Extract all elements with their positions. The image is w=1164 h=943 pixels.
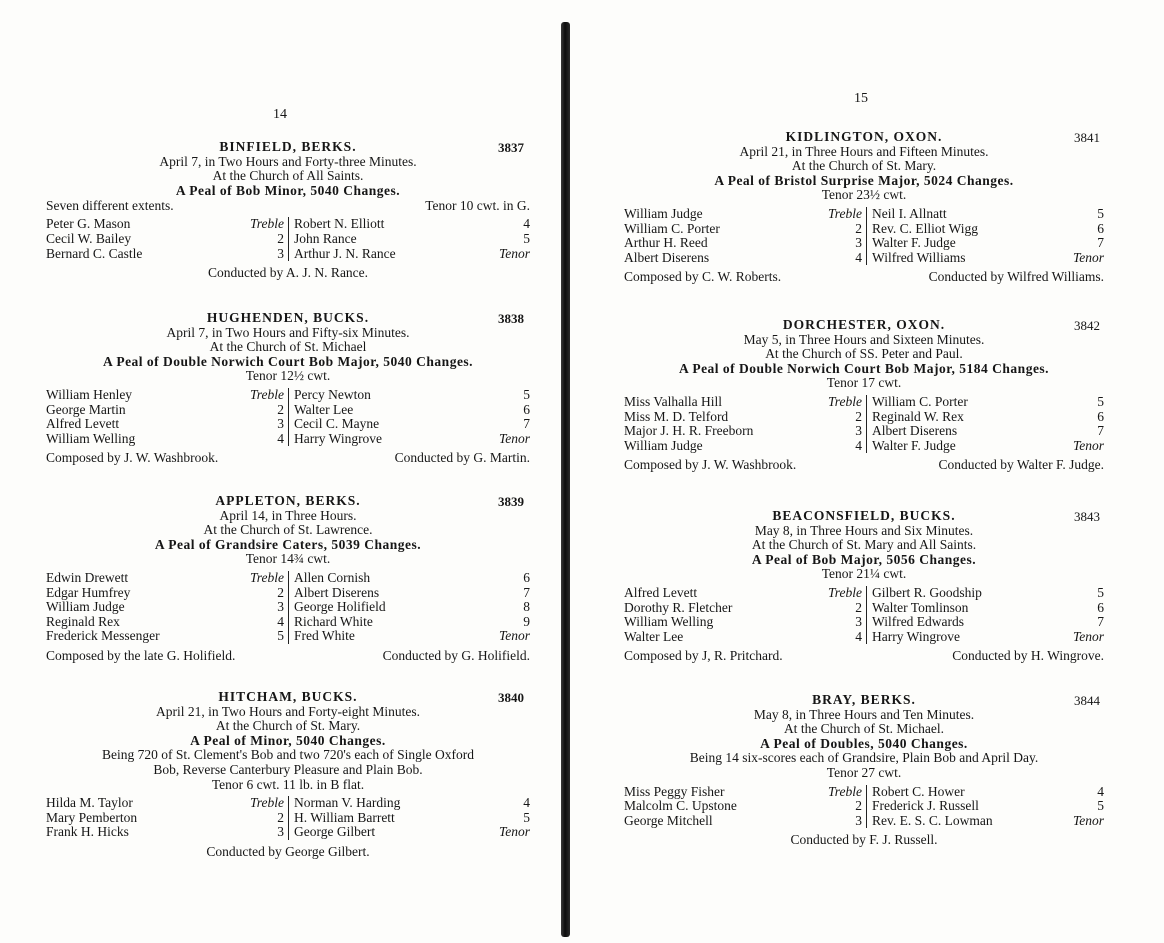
peal-footer: [46, 265, 530, 280]
bell-position: 5: [1097, 393, 1104, 409]
peal-date: April 21, in Three Hours and Fifteen Minutes.: [739, 143, 989, 159]
ringer-row: [294, 600, 530, 615]
bell-position: 7: [1097, 614, 1104, 630]
ringer-row: [624, 586, 862, 601]
bell-position: 3: [277, 599, 284, 615]
ringer-name: Albert Diserens: [294, 585, 380, 600]
bell-position: 4: [523, 795, 530, 811]
conducted-by: Conducted by H. Wingrove.: [952, 648, 1104, 664]
ringer-name: William Judge: [624, 206, 703, 221]
ringer-row: [624, 207, 862, 222]
bell-position: 2: [277, 230, 284, 246]
peal-date: May 5, in Three Hours and Sixteen Minutes.: [743, 331, 985, 347]
ringer-name: George Gilbert: [294, 825, 376, 840]
ringer-name: Alfred Levett: [46, 417, 120, 432]
peal-extra-1: Being 720 of St. Clement's Bob and two 720's each of Single Oxford: [102, 747, 474, 763]
bell-position: 7: [523, 584, 530, 600]
ringer-name: Malcolm C. Upstone: [624, 799, 737, 814]
ringer-row: [46, 571, 284, 586]
ringer-name: Mary Pemberton: [46, 810, 138, 825]
bell-position: 3: [277, 824, 284, 840]
ringer-row: [46, 247, 284, 262]
ringer-name: William Judge: [46, 600, 125, 615]
bell-position: 6: [1097, 408, 1104, 424]
ringer-row: [624, 236, 862, 251]
ringer-name: John Rance: [294, 231, 357, 246]
ringer-name: Dorothy R. Fletcher: [624, 600, 733, 615]
ringer-name: Hilda M. Taylor: [46, 796, 133, 811]
ringer-row: [624, 601, 862, 616]
ringer-row: [46, 825, 284, 840]
peal-tenor: Tenor 27 cwt.: [826, 764, 902, 780]
peal-title: A Peal of Doubles, 5040 Changes.: [760, 735, 968, 751]
bell-position: Treble: [827, 783, 862, 799]
ringer-row: [46, 629, 284, 644]
ringer-row: [624, 410, 862, 425]
ringer-row: [624, 395, 862, 410]
bell-position: 5: [277, 628, 284, 644]
band: [46, 571, 530, 644]
peal-date: April 7, in Two Hours and Forty-three Minutes.: [159, 153, 417, 169]
ringer-name: Albert Diserens: [872, 424, 958, 439]
ringer-name: Reginald W. Rex: [872, 409, 964, 424]
ringer-row: [46, 615, 284, 630]
ringer-row: [294, 417, 530, 432]
peal-3837: [46, 140, 530, 280]
peal-extra: Seven different extents.: [46, 198, 174, 214]
bell-position: Tenor: [498, 245, 530, 261]
ringer-row: [46, 217, 284, 232]
bell-position: 5: [1097, 584, 1104, 600]
peal-church: At the Church of St. Mary.: [215, 718, 361, 734]
ringer-row: [294, 217, 530, 232]
peal-number: 3843: [1074, 509, 1100, 524]
peal-footer: [624, 269, 1104, 284]
bell-position: 5: [1097, 205, 1104, 221]
ringer-row: [294, 615, 530, 630]
ringer-name: Cecil C. Mayne: [294, 417, 380, 432]
ringer-row: [294, 629, 530, 644]
bell-position: Tenor: [1072, 628, 1104, 644]
bell-position: 4: [277, 430, 284, 446]
ringer-name: Wilfred Edwards: [872, 615, 965, 630]
peal-tenor: Tenor 12½ cwt.: [245, 368, 331, 384]
bell-position: 5: [523, 230, 530, 246]
peal-3839: [46, 494, 530, 663]
peal-number: 3841: [1074, 130, 1100, 145]
ringer-row: [294, 825, 530, 840]
ringer-row: [294, 811, 530, 826]
bell-position: Treble: [827, 205, 862, 221]
ringer-row: [46, 432, 284, 447]
bell-position: 6: [523, 569, 530, 585]
peal-3842: [624, 318, 1104, 472]
ringer-row: [624, 251, 862, 266]
peal-number: 3839: [498, 494, 524, 509]
ringer-name: Arthur J. N. Rance: [294, 246, 396, 261]
tower-name: HUGHENDEN, BUCKS.: [206, 310, 370, 325]
ringer-name: William C. Porter: [624, 221, 720, 236]
bell-position: 3: [855, 812, 862, 828]
bell-position: 4: [277, 613, 284, 629]
ringer-row: [294, 403, 530, 418]
peal-church: At the Church of St. Michael.: [783, 721, 945, 737]
ringer-row: [624, 814, 862, 829]
ringer-row: [872, 439, 1104, 454]
conducted-by: Conducted by Walter F. Judge.: [938, 457, 1104, 473]
bell-position: Tenor: [1072, 812, 1104, 828]
bell-position: 6: [1097, 220, 1104, 236]
bell-position: Treble: [249, 216, 284, 232]
ringer-name: William Judge: [624, 438, 703, 453]
bell-position: 6: [523, 401, 530, 417]
peal-title: A Peal of Bob Major, 5056 Changes.: [751, 551, 977, 567]
peal-church: At the Church of All Saints.: [212, 168, 364, 184]
peal-title: A Peal of Grandsire Caters, 5039 Changes.: [154, 536, 422, 552]
bell-position: 4: [855, 628, 862, 644]
ringer-name: Robert C. Hower: [872, 784, 965, 799]
bell-position: 4: [1097, 783, 1104, 799]
band: [624, 207, 1104, 265]
band: [624, 785, 1104, 829]
ringer-row: [872, 395, 1104, 410]
ringer-name: William Welling: [46, 431, 136, 446]
peal-church: At the Church of St. Michael: [209, 339, 367, 355]
ringer-name: William C. Porter: [872, 394, 968, 409]
peal-number: 3837: [498, 140, 524, 155]
ringer-row: [46, 600, 284, 615]
composed-by: Composed by J. W. Washbrook.: [624, 457, 797, 473]
ringer-row: [46, 388, 284, 403]
peal-title: A Peal of Bristol Surprise Major, 5024 Changes.: [714, 172, 1014, 188]
peal-footer: [46, 450, 530, 465]
bell-position: 3: [277, 416, 284, 432]
ringer-name: William Welling: [624, 615, 714, 630]
bell-position: 7: [1097, 423, 1104, 439]
ringer-name: Walter F. Judge: [872, 438, 956, 453]
ringer-row: [46, 811, 284, 826]
conducted-by: Conducted by G. Holifield.: [382, 647, 530, 663]
ringer-row: [294, 388, 530, 403]
tower-name: BEACONSFIELD, BUCKS.: [772, 508, 956, 523]
ringer-row: [624, 785, 862, 800]
ringer-row: [624, 615, 862, 630]
tower-name: KIDLINGTON, OXON.: [785, 129, 943, 144]
ringer-name: Gilbert R. Goodship: [872, 585, 982, 600]
peal-footer: [46, 844, 530, 859]
peal-extra: Being 14 six-scores each of Grandsire, Plain Bob and April Day.: [689, 750, 1039, 766]
ringer-row: [294, 232, 530, 247]
ringer-name: Bernard C. Castle: [46, 246, 143, 261]
composed-by: Composed by the late G. Holifield.: [46, 647, 236, 663]
ringer-name: Arthur H. Reed: [624, 236, 708, 251]
peal-church: At the Church of St. Mary and All Saints.: [751, 537, 977, 553]
ringer-row: [46, 796, 284, 811]
ringer-row: [294, 796, 530, 811]
ringer-name: Major J. H. R. Freeborn: [624, 424, 754, 439]
bell-position: Treble: [249, 795, 284, 811]
ringer-row: [46, 403, 284, 418]
extents-tenor-row: [46, 198, 530, 213]
ringer-name: Frederick J. Russell: [872, 799, 979, 814]
ringer-name: Edwin Drewett: [46, 570, 129, 585]
conducted-by: Conducted by G. Martin.: [394, 450, 530, 466]
peal-date: April 21, in Two Hours and Forty-eight Minutes.: [156, 703, 420, 719]
ringer-name: Neil I. Allnatt: [872, 206, 947, 221]
peal-number: 3840: [498, 690, 524, 705]
conducted-by: Conducted by A. J. N. Rance.: [207, 265, 369, 281]
composed-by: Composed by J. W. Washbrook.: [46, 450, 219, 466]
ringer-name: Miss Valhalla Hill: [624, 394, 723, 409]
bell-position: 3: [855, 423, 862, 439]
ringer-name: Rev. E. S. C. Lowman: [872, 813, 993, 828]
tower-name: BINFIELD, BERKS.: [219, 139, 357, 154]
conducted-by: Conducted by F. J. Russell.: [790, 832, 938, 848]
ringer-row: [872, 601, 1104, 616]
bell-position: 6: [1097, 599, 1104, 615]
bell-position: 4: [855, 437, 862, 453]
peal-title: A Peal of Double Norwich Court Bob Major, 5040 Changes.: [102, 353, 474, 369]
ringer-name: Wilfred Williams: [872, 250, 966, 265]
ringer-name: Edgar Humfrey: [46, 585, 131, 600]
ringer-row: [624, 799, 862, 814]
ringer-name: George Martin: [46, 402, 126, 417]
bell-position: Treble: [827, 393, 862, 409]
tower-name: BRAY, BERKS.: [812, 692, 916, 707]
bell-position: 2: [855, 798, 862, 814]
peal-tenor: Tenor 6 cwt. 11 lb. in B flat.: [211, 776, 365, 792]
peal-extra-2: Bob, Reverse Canterbury Pleasure and Plain Bob.: [153, 761, 423, 777]
peal-title: A Peal of Minor, 5040 Changes.: [190, 732, 386, 748]
band: [46, 388, 530, 446]
ringer-row: [872, 814, 1104, 829]
peal-title: A Peal of Double Norwich Court Bob Major, 5184 Changes.: [678, 360, 1050, 376]
peal-date: May 8, in Three Hours and Six Minutes.: [754, 522, 974, 538]
ringer-name: Frederick Messenger: [46, 629, 160, 644]
ringer-row: [624, 424, 862, 439]
tower-name: DORCHESTER, OXON.: [782, 317, 946, 332]
peal-tenor: Tenor 21¼ cwt.: [821, 566, 907, 582]
ringer-name: Fred White: [294, 629, 355, 644]
ringer-name: Rev. C. Elliot Wigg: [872, 221, 978, 236]
bell-position: 8: [523, 599, 530, 615]
conducted-by: Conducted by George Gilbert.: [206, 843, 370, 859]
bell-position: Treble: [827, 584, 862, 600]
ringer-row: [46, 417, 284, 432]
ringer-name: Harry Wingrove: [872, 629, 961, 644]
peal-date: May 8, in Three Hours and Ten Minutes.: [753, 706, 975, 722]
bell-position: 4: [523, 216, 530, 232]
bell-position: 4: [855, 249, 862, 265]
ringer-name: Richard White: [294, 614, 373, 629]
peal-footer: [624, 832, 1104, 847]
tower-name: HITCHAM, BUCKS.: [218, 689, 358, 704]
bell-position: 2: [277, 809, 284, 825]
ringer-name: Walter Lee: [624, 629, 684, 644]
peal-tenor: Tenor 17 cwt.: [826, 375, 902, 391]
ringer-name: George Mitchell: [624, 813, 713, 828]
conducted-by: Conducted by Wilfred Williams.: [928, 269, 1104, 285]
peal-church: At the Church of St. Lawrence.: [203, 522, 373, 538]
composed-by: Composed by J, R. Pritchard.: [624, 648, 783, 664]
peal-tenor: Tenor 23½ cwt.: [821, 187, 907, 203]
page-number: 15: [854, 91, 868, 106]
ringer-name: George Holifield: [294, 600, 386, 615]
peal-church: At the Church of St. Mary.: [791, 158, 937, 174]
peal-church: At the Church of SS. Peter and Paul.: [765, 346, 963, 362]
ringer-name: Alfred Levett: [624, 585, 698, 600]
ringer-name: Miss Peggy Fisher: [624, 784, 725, 799]
ringer-name: Percy Newton: [294, 387, 371, 402]
ringer-name: H. William Barrett: [294, 810, 395, 825]
bell-position: Tenor: [498, 824, 530, 840]
bell-position: Tenor: [1072, 249, 1104, 265]
ringer-row: [872, 799, 1104, 814]
ringer-row: [872, 222, 1104, 237]
ringer-row: [872, 785, 1104, 800]
ringer-name: Cecil W. Bailey: [46, 231, 132, 246]
bell-position: 5: [523, 809, 530, 825]
bell-position: 7: [1097, 235, 1104, 251]
peal-title: A Peal of Bob Minor, 5040 Changes.: [175, 182, 401, 198]
bell-position: Treble: [249, 569, 284, 585]
bell-position: 3: [855, 235, 862, 251]
ringer-row: [872, 630, 1104, 645]
ringer-name: Harry Wingrove: [294, 431, 383, 446]
peal-3843: [624, 509, 1104, 663]
band: [624, 586, 1104, 644]
bell-position: Tenor: [498, 628, 530, 644]
bell-position: Treble: [249, 386, 284, 402]
ringer-name: Walter Tomlinson: [872, 600, 969, 615]
peal-footer: [624, 457, 1104, 472]
peal-footer: [624, 648, 1104, 663]
bell-position: 3: [277, 245, 284, 261]
peal-number: 3844: [1074, 693, 1100, 708]
peal-3841: [624, 130, 1104, 284]
ringer-row: [294, 432, 530, 447]
ringer-row: [294, 247, 530, 262]
bell-position: 3: [855, 614, 862, 630]
bell-position: 2: [277, 584, 284, 600]
ringer-row: [624, 222, 862, 237]
bell-position: 2: [855, 408, 862, 424]
ringer-row: [872, 207, 1104, 222]
peal-date: April 14, in Three Hours.: [219, 507, 357, 523]
ringer-row: [624, 439, 862, 454]
peal-number: 3838: [498, 311, 524, 326]
ringer-row: [872, 410, 1104, 425]
ringer-name: Allen Cornish: [294, 570, 371, 585]
composed-by: Composed by C. W. Roberts.: [624, 269, 782, 285]
ringer-name: Albert Diserens: [624, 250, 710, 265]
ringer-row: [294, 571, 530, 586]
bell-position: Tenor: [498, 430, 530, 446]
ringer-row: [872, 615, 1104, 630]
peal-footer: [46, 648, 530, 663]
ringer-name: Peter G. Mason: [46, 217, 131, 232]
ringer-row: [624, 630, 862, 645]
peal-tenor: Tenor 10 cwt. in G.: [425, 198, 530, 214]
book-spine: [561, 22, 570, 937]
bell-position: Tenor: [1072, 437, 1104, 453]
bell-position: 5: [1097, 798, 1104, 814]
ringer-name: Walter F. Judge: [872, 236, 956, 251]
ringer-name: William Henley: [46, 387, 133, 402]
ringer-row: [46, 232, 284, 247]
ringer-row: [872, 586, 1104, 601]
ringer-name: Frank H. Hicks: [46, 825, 129, 840]
band: [46, 217, 530, 261]
ringer-row: [872, 236, 1104, 251]
bell-position: 2: [855, 220, 862, 236]
bell-position: 5: [523, 386, 530, 402]
band: [46, 796, 530, 840]
peal-date: April 7, in Two Hours and Fifty-six Minutes.: [166, 324, 410, 340]
peal-3840: [46, 690, 530, 859]
ringer-name: Miss M. D. Telford: [624, 409, 729, 424]
ringer-row: [294, 586, 530, 601]
peal-number: 3842: [1074, 318, 1100, 333]
ringer-name: Norman V. Harding: [294, 796, 401, 811]
peal-3844: [624, 693, 1104, 847]
ringer-name: Robert N. Elliott: [294, 217, 385, 232]
ringer-name: Reginald Rex: [46, 614, 120, 629]
ringer-row: [872, 424, 1104, 439]
bell-position: 2: [855, 599, 862, 615]
page-number: 14: [273, 107, 287, 122]
bell-position: 7: [523, 416, 530, 432]
peal-tenor: Tenor 14¾ cwt.: [245, 551, 331, 567]
tower-name: APPLETON, BERKS.: [215, 493, 361, 508]
band: [624, 395, 1104, 453]
peal-3838: [46, 311, 530, 465]
bell-position: 9: [523, 613, 530, 629]
ringer-name: Walter Lee: [294, 402, 354, 417]
ringer-row: [46, 586, 284, 601]
bell-position: 2: [277, 401, 284, 417]
ringer-row: [872, 251, 1104, 266]
